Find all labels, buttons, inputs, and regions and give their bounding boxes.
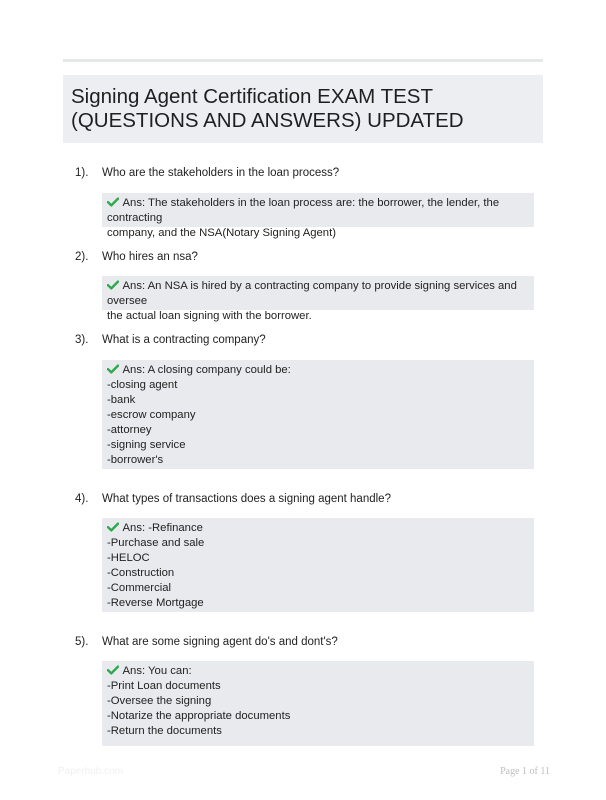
answer-box-1	[102, 193, 534, 239]
page-number: Page 1 of 11	[500, 766, 550, 777]
question-text: Who are the stakeholders in the loan process?	[102, 167, 340, 179]
answer-line: -Construction	[107, 567, 175, 579]
answer-line: Ans: The stakeholders in the loan process are: the borrower, the lender, the contracting	[107, 197, 500, 224]
answer-box-3	[102, 360, 534, 469]
answer-line: -borrower's	[107, 454, 164, 466]
checkmark-icon	[107, 280, 119, 290]
question-number: 4).	[75, 493, 89, 505]
answer-line: -attorney	[107, 424, 152, 436]
answer-line: -Oversee the signing	[107, 695, 212, 707]
question-number: 2).	[75, 251, 89, 263]
answer-line: Ans: A closing company could be:	[107, 363, 530, 378]
top-divider	[63, 59, 543, 62]
question-text: What types of transactions does a signing agent handle?	[102, 493, 391, 505]
answer-line: -escrow company	[107, 409, 196, 421]
answer-line: the actual loan signing with the borrower.	[107, 310, 312, 322]
answer-line: Ans: You can:	[107, 664, 530, 679]
answer-line: -Commercial	[107, 582, 172, 594]
checkmark-icon	[107, 364, 119, 374]
question-number: 5).	[75, 636, 89, 648]
answer-line: -HELOC	[107, 552, 150, 564]
footer-site-watermark: Paperhub.com	[58, 766, 124, 777]
question-text: What is a contracting company?	[102, 334, 266, 346]
title-line-2: (QUESTIONS AND ANSWERS) UPDATED	[71, 109, 464, 132]
answer-line: -Return the documents	[107, 725, 222, 737]
question-number: 3).	[75, 334, 89, 346]
title-line-1: Signing Agent Certification EXAM TEST	[71, 85, 433, 108]
answer-line: -closing agent	[107, 379, 178, 391]
answer-line: -Reverse Mortgage	[107, 597, 204, 609]
answer-box-4	[102, 518, 534, 612]
title-box	[63, 75, 543, 143]
checkmark-icon	[107, 522, 119, 532]
question-text: Who hires an nsa?	[102, 251, 198, 263]
answer-box-2	[102, 276, 534, 322]
answer-line: Ans: -Refinance	[107, 521, 530, 536]
answer-line: -signing service	[107, 439, 186, 451]
answer-line: -Print Loan documents	[107, 680, 221, 692]
question-text: What are some signing agent do's and dont's?	[102, 636, 338, 648]
question-number: 1).	[75, 167, 89, 179]
checkmark-icon	[107, 665, 119, 675]
page-title	[71, 85, 535, 133]
checkmark-icon	[107, 197, 119, 207]
answer-line: -Purchase and sale	[107, 537, 205, 549]
answer-line: company, and the NSA(Notary Signing Agent)	[107, 227, 336, 239]
answer-line: Ans: An NSA is hired by a contracting company to provide signing services and oversee	[107, 280, 517, 307]
answer-line: -Notarize the appropriate documents	[107, 710, 291, 722]
answer-box-5	[102, 661, 534, 746]
answer-line: -bank	[107, 394, 136, 406]
